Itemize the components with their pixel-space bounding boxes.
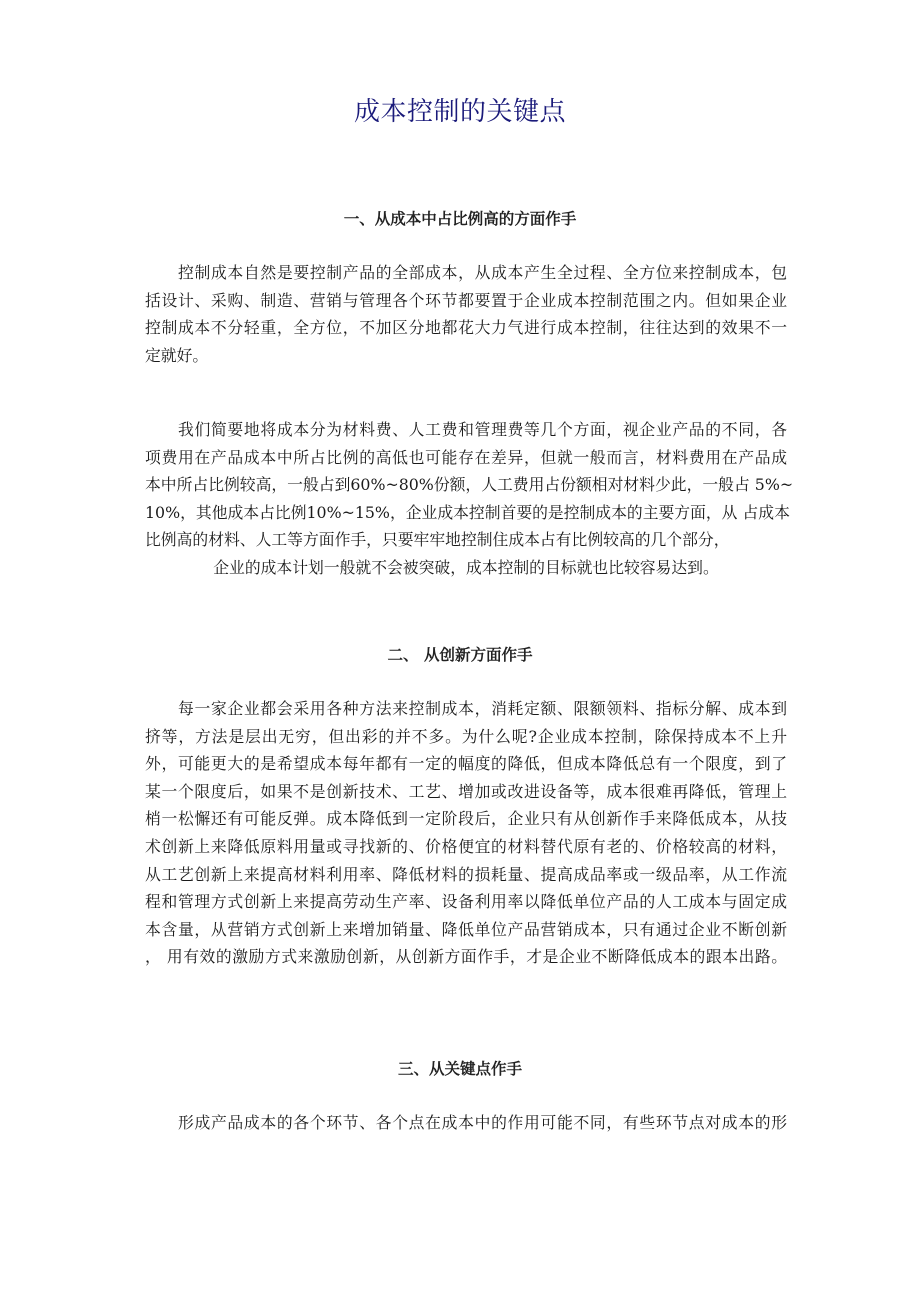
paragraph-1 [145, 259, 787, 369]
paragraph-line: 控制成本自然是要控制产品的全部成本，从成本产生全过程、全方位来控制成本，包 [178, 263, 787, 282]
paragraph-line: 定就好。 [145, 345, 209, 365]
paragraph-4 [145, 1109, 787, 1137]
paragraph-line: 企业的成本计划一般就不会被突破，成本控制的目标就也比较容易达到。 [213, 557, 719, 577]
document-title: 成本控制的关键点 [353, 97, 566, 127]
paragraph-line: 控制成本不分轻重，全方位，不加区分地都花大力气进行成本控制，往往达到的效果不一 [145, 318, 787, 338]
paragraph-line: 括设计、采购、制造、营销与管理各个环节都要置于企业成本控制范围之内。但如果企业 [145, 290, 787, 310]
paragraph-line: 本中所占比例较高，一般占到60%~80%份额，人工费用占份额相对材料少此，一般占 5%~ [145, 475, 794, 495]
paragraph-line: 外，可能更大的是希望成本每年都有一定的幅度的降低，但成本降低总有一个限度，到了 [145, 754, 787, 774]
paragraph-line: 形成产品成本的各个环节、各个点在成本中的作用可能不同，有些环节点对成本的形 [178, 1113, 787, 1132]
section-heading-2: 二、 从创新方面作手 [387, 645, 533, 664]
paragraph-line: 本含量，从营销方式创新上来增加销量、降低单位产品营销成本，只有通过企业不断创新 [145, 919, 787, 939]
section-heading-1: 一、从成本中占比例高的方面作手 [343, 209, 577, 228]
paragraph-line: 从工艺创新上来提高材料利用率、降低材料的损耗量、提高成品率或一级品率，从工作流 [145, 864, 787, 884]
paragraph-line: 挤等，方法是层出无穷，但出彩的并不多。为什么呢?企业成本控制，除保持成本不上升 [145, 726, 787, 746]
paragraph-line: ， 用有效的激励方式来激励创新，从创新方面作手，才是企业不断降低成本的跟本出路。 [145, 947, 787, 967]
paragraph-line: 10%，其他成本占比例10%~15%，企业成本控制首要的是控制成本的主要方面，从 占成本 [145, 502, 790, 522]
paragraph-3 [145, 695, 787, 971]
paragraph-line: 程和管理方式创新上来提高劳动生产率、设备利用率以降低单位产品的人工成本与固定成 [145, 892, 787, 912]
paragraph-line: 术创新上来降低原料用量或寻找新的、价格便宜的材料替代原有老的、价格较高的材料， [145, 836, 787, 856]
section-heading-3: 三、从关键点作手 [397, 1059, 522, 1078]
paragraph-line: 某一个限度后，如果不是创新技术、工艺、增加或改进设备等，成本很难再降低，管理上 [145, 781, 787, 801]
paragraph-line: 我们简要地将成本分为材料费、人工费和管理费等几个方面，视企业产品的不同，各 [178, 420, 787, 439]
paragraph-line: 每一家企业都会采用各种方法来控制成本，消耗定额、限额领料、指标分解、成本到 [178, 699, 787, 718]
paragraph-line: 梢一松懈还有可能反弹。成本降低到一定阶段后，企业只有从创新作手来降低成本，从技 [145, 809, 787, 829]
paragraph-line: 项费用在产品成本中所占比例的高低也可能存在差异，但就一般而言，材料费用在产品成 [145, 447, 787, 467]
paragraph-2 [145, 416, 794, 582]
paragraph-line: 比例高的材料、人工等方面作手，只要牢牢地控制住成本占有比例较高的几个部分， [145, 530, 730, 550]
